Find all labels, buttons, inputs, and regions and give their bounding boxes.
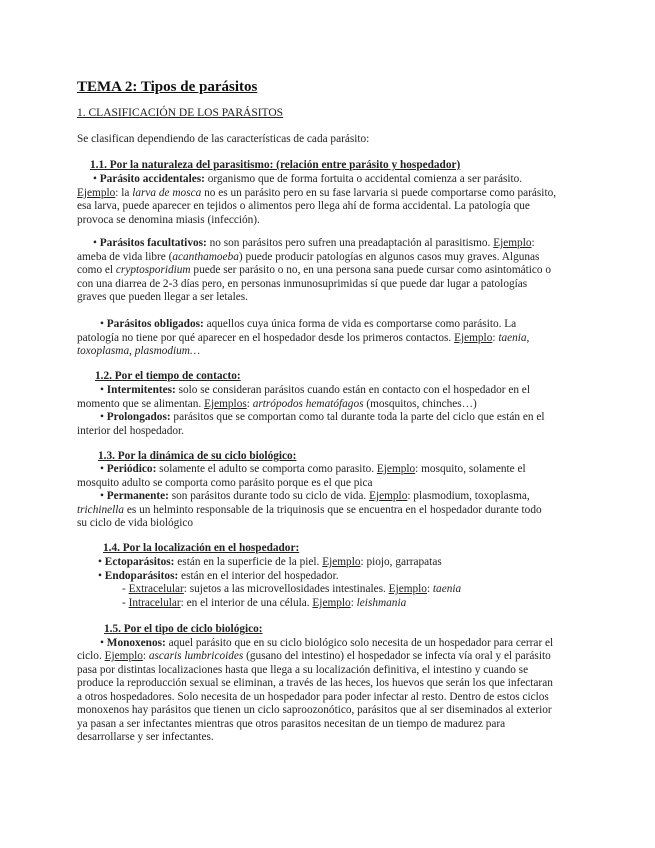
bullet-line [100, 318, 516, 331]
term-label: Parásito accidentales: [99, 173, 205, 185]
term-label: 1.2. Por el tiempo de contacto: [95, 370, 241, 382]
text-segment: • [98, 556, 105, 568]
text-segment: : la [115, 187, 133, 199]
paragraph-line [77, 187, 556, 200]
text-segment: : [426, 583, 433, 595]
text-segment: • [93, 173, 100, 185]
text-segment: Se clasifican dependiendo de las características de cada parásito: [77, 133, 370, 145]
text-segment: ameba de vida libre ( [77, 251, 173, 263]
text-segment: : [531, 237, 535, 249]
paragraph-line [77, 718, 505, 731]
text-segment: provoca se denomina miasis (infección). [77, 214, 260, 226]
example-label: Ejemplo [493, 237, 532, 249]
paragraph-line [77, 517, 193, 530]
text-segment: aquel parásito que en su ciclo biológico solo necesita de un hospedador para cerrar el [165, 637, 554, 649]
term-label: 1.3. Por la dinámica de su ciclo biológico: [98, 450, 297, 462]
text-segment: : plasmodium, toxoplasma, [407, 490, 530, 502]
bullet-line [98, 556, 442, 569]
text-segment: solo se consideran parásitos cuando están en contacto con el hospedador en el [175, 384, 530, 396]
example-label: Ejemplo [376, 463, 416, 475]
paragraph-line [77, 650, 551, 663]
paragraph-line [77, 477, 373, 490]
paragraph-line [77, 398, 477, 411]
paragraph-line [77, 278, 527, 291]
text-segment: • [100, 637, 107, 649]
term-label: Permanente: [106, 490, 169, 502]
text-segment: : piojo, garrapatas [360, 556, 442, 568]
text-segment: mosquito adulto se comporta como parásito porque es el que pica [77, 477, 373, 489]
text-segment: produce la reproducción sexual se eliminan, a través de las heces, los huevos que serán los que infectaran [77, 677, 553, 689]
paragraph-line [77, 677, 553, 690]
example-label: Ejemplo [454, 332, 493, 344]
bullet-line [100, 463, 526, 476]
subsection-heading [98, 450, 296, 463]
text-segment: (mosquitos, chinches…) [363, 398, 477, 410]
term-label: Periódico: [106, 463, 157, 475]
term-label: Ectoparásitos: [104, 556, 175, 568]
text-segment: como el [77, 264, 116, 276]
bullet-line [100, 490, 530, 503]
term-label: Prolongados: [106, 411, 171, 423]
text-segment: • [93, 237, 100, 249]
text-segment: no es un parásito pero en su fase larvaria si puede comportarse como parásito, [201, 187, 557, 199]
text-segment: leishmania [356, 597, 407, 609]
example-label: Ejemplo [369, 490, 408, 502]
text-segment: solamente el adulto se comporta como parasito. [156, 463, 377, 475]
paragraph-line [77, 200, 530, 213]
text-segment: desarrollarse y ser infectantes. [77, 731, 214, 743]
text-segment: • [100, 463, 107, 475]
text-segment: • [100, 384, 107, 396]
text-segment: monoxenos hay parásitos que tienen un ciclo saproozonótico, parásitos que al ser diseminados al exterior [77, 704, 552, 716]
text-segment: • [100, 318, 107, 330]
text-segment: : (relación entre parásito y hospedador) [269, 159, 461, 171]
example-label: Ejemplo [312, 597, 351, 609]
text-segment: 1. CLASIFICACIÓN DE LOS PARÁSITOS [77, 107, 284, 119]
term-label: Endoparásitos: [104, 570, 179, 582]
paragraph-line [77, 504, 542, 517]
example-label: Ejemplos [204, 398, 247, 410]
text-segment: no son parásitos pero sufren una preadaptación al parasitismo. [206, 237, 494, 249]
text-segment: acanthamoeba [172, 251, 239, 263]
paragraph-line [77, 332, 529, 345]
text-segment: Intracelular [128, 597, 181, 609]
text-segment: - [122, 583, 129, 595]
text-segment: ya pasan a ser infectantes mientras que otros parasitos necesitan de un tiempo de madurez para [77, 718, 506, 730]
paragraph-line [77, 691, 549, 704]
term-label: Intermitentes: [106, 384, 176, 396]
text-segment: pasa por distintas localizaciones hasta que llega a su localización definitiva, el intestino y cuando se [77, 664, 529, 676]
paragraph-line [77, 664, 528, 677]
text-segment: : mosquito, solamente el [415, 463, 526, 475]
text-segment: ) puede producir patologías en algunos casos muy graves. Algunas [238, 251, 540, 263]
text-segment: están en la superficie de la piel. [174, 556, 323, 568]
text-segment: con una diarrea de 2-3 días pero, en personas inmunosuprimidas sí que puede dar lugar a patologías [77, 278, 528, 290]
text-segment: momento que se alimentan. [77, 398, 205, 410]
text-segment: • [100, 490, 107, 502]
text-segment: artrópodos hematófagos [252, 398, 364, 410]
bullet-line [93, 237, 535, 250]
text-segment: toxoplasma, plasmodium… [77, 345, 201, 357]
subsection-heading [95, 370, 241, 383]
paragraph-line [77, 291, 248, 304]
text-segment: • [100, 411, 107, 423]
text-segment: : en el interior de una célula. [180, 597, 313, 609]
text-segment: - [122, 597, 129, 609]
text-segment: : [142, 650, 149, 662]
example-label: Ejemplo [388, 583, 427, 595]
text-segment: parásitos que se comportan como tal durante toda la parte del ciclo que están en el [170, 411, 545, 423]
text-segment: ascaris lumbricoides [148, 650, 244, 662]
text-segment: : [246, 398, 253, 410]
text-segment: patología no tiene por qué aparecer en el hospedador desde los primeros contactos. [77, 332, 455, 344]
text-segment: larva de mosca [132, 187, 202, 199]
text-segment: cryptosporidium [115, 264, 191, 276]
text-segment: están en el interior del hospedador. [178, 570, 339, 582]
term-label: Parásitos facultativos: [99, 237, 207, 249]
subsection-heading [104, 623, 263, 636]
bullet-line [93, 173, 522, 186]
bullet-line [100, 384, 530, 397]
text-segment: taenia, [498, 332, 530, 344]
example-label: Ejemplo [104, 650, 143, 662]
term-label: Monoxenos: [106, 637, 166, 649]
text-segment: Extracelular [128, 583, 184, 595]
bullet-line [100, 637, 553, 650]
text-segment: es un helminto responsable de la triquinosis que se encuentra en el hospedador durante todo [124, 504, 542, 516]
paragraph-line [77, 264, 551, 277]
paragraph-line [77, 704, 552, 717]
section-heading [77, 107, 283, 120]
text-segment: : [350, 597, 357, 609]
text-segment: TEMA 2: Tipos de parásitos [77, 79, 258, 95]
text-segment: puede ser parásito o no, en una persona sana puede cursar como asintomático o [190, 264, 552, 276]
sub-bullet-line [122, 597, 406, 610]
paragraph-line [77, 345, 200, 358]
text-segment: esa larva, puede aparecer en tejidos o alimentos pero llega ahí de forma accidental. La patología que [77, 200, 530, 212]
text-segment: (gusano del intestino) el hospedador se infecta vía oral y el parásito [243, 650, 551, 662]
text-segment: : sujetos a las microvellosidades intestinales. [183, 583, 389, 595]
text-segment: ciclo. [77, 650, 105, 662]
paragraph-line [77, 251, 539, 264]
paragraph-line [77, 133, 369, 146]
text-segment: trichinella [77, 504, 125, 516]
text-segment: organismo que de forma fortuita o accidental comienza a ser parásito. [204, 173, 523, 185]
paragraph-line [77, 425, 184, 438]
text-segment: graves que pueden llegar a ser letales. [77, 291, 248, 303]
term-label: Parásitos obligados: [106, 318, 204, 330]
text-segment: taenia [432, 583, 462, 595]
text-segment: aquellos cuya única forma de vida es comportarse como parásito. La [203, 318, 517, 330]
text-segment: su ciclo de vida biológico [77, 517, 194, 529]
text-segment: son parásitos durante todo su ciclo de vida. [168, 490, 370, 502]
term-label: 1.1. Por la naturaleza del parasitismo [90, 159, 270, 171]
subsection-heading [90, 159, 460, 172]
document-title [77, 78, 257, 96]
bullet-line [100, 411, 545, 424]
text-segment: : [492, 332, 499, 344]
text-segment: a otros hospedadores. Solo necesita de un hospedador para poder infectar al resto. Dentro de estos ciclos [77, 691, 549, 703]
term-label: 1.5. Por el tipo de ciclo biológico: [104, 623, 263, 635]
term-label: 1.4. Por la localización en el hospedador: [103, 542, 300, 554]
example-label: Ejemplo [322, 556, 361, 568]
text-segment: • [98, 570, 105, 582]
paragraph-line [77, 731, 214, 744]
sub-bullet-line [122, 583, 461, 596]
subsection-heading [103, 542, 299, 555]
example-label: Ejemplo [77, 187, 116, 199]
bullet-line [98, 570, 339, 583]
text-segment: interior del hospedador. [77, 425, 184, 437]
paragraph-line [77, 214, 260, 227]
